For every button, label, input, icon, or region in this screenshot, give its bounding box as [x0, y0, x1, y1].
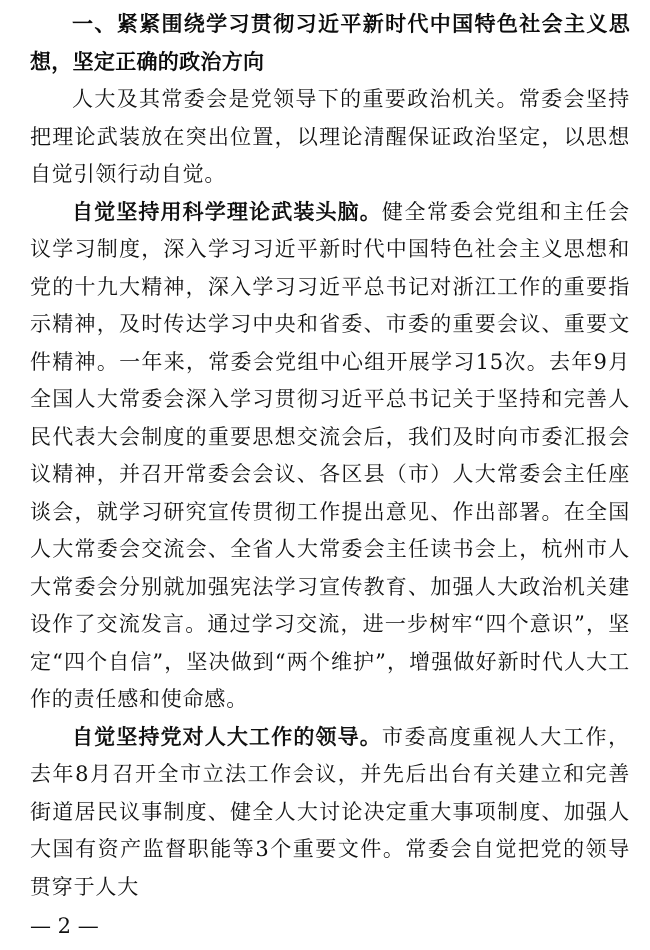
paragraph-intro-text: 人大及其常委会是党领导下的重要政治机关。常委会坚持把理论武装放在突出位置，以理论清醒保证政治坚定，以思想自觉引领行动自觉。 [30, 87, 630, 186]
section-heading: 一、紧紧围绕学习贯彻习近平新时代中国特色社会主义思想，坚定正确的政治方向 [30, 12, 630, 74]
page-number: — 2 — [30, 914, 99, 938]
document-body [30, 6, 630, 906]
paragraph-theory-study [30, 194, 630, 719]
paragraph-theory-study-text: 健全常委会党组和主任会议学习制度，深入学习习近平新时代中国特色社会主义思想和党的十九大精神，深入学习习近平总书记对浙江工作的重要指示精神，及时传达学习中央和省委、市委的重要会议、重要文件精神。一年来，常委会党组中心组开展学习15次。去年9月全国人大常委会深入学习贯彻习近平总书记关于坚持和完善人民代表大会制度的重要思想交流会后，我们及时向市委汇报会议精神，并召开常委会会议、各区县（市）人大常委会主任座谈会，就学习研究宣传贯彻工作提出意见、作出部署。在全国人大常委会交流会、全省人大常委会主任读书会上，杭州市人大常委会分别就加强宪法学习宣传教育、加强人大政治机关建设作了交流发言。通过学习交流，进一步树牢“四个意识”，坚定“四个自信”，坚决做到“两个维护”，增强做好新时代人大工作的责任感和使命感。 [30, 199, 630, 711]
paragraph-theory-study-lead: 自觉坚持用科学理论武装头脑。 [72, 199, 382, 224]
paragraph-party-leadership [30, 719, 630, 907]
paragraph-party-leadership-text: 市委高度重视人大工作，去年8月召开全市立法工作会议，并先后出台有关建立和完善街道居民议事制度、健全人大讨论决定重大事项制度、加强人大国有资产监督职能等3个重要文件。常委会自觉把党的领导贯穿于人大 [30, 724, 630, 899]
paragraph-intro [30, 81, 630, 194]
paragraph-party-leadership-lead: 自觉坚持党对人大工作的领导。 [72, 724, 382, 749]
